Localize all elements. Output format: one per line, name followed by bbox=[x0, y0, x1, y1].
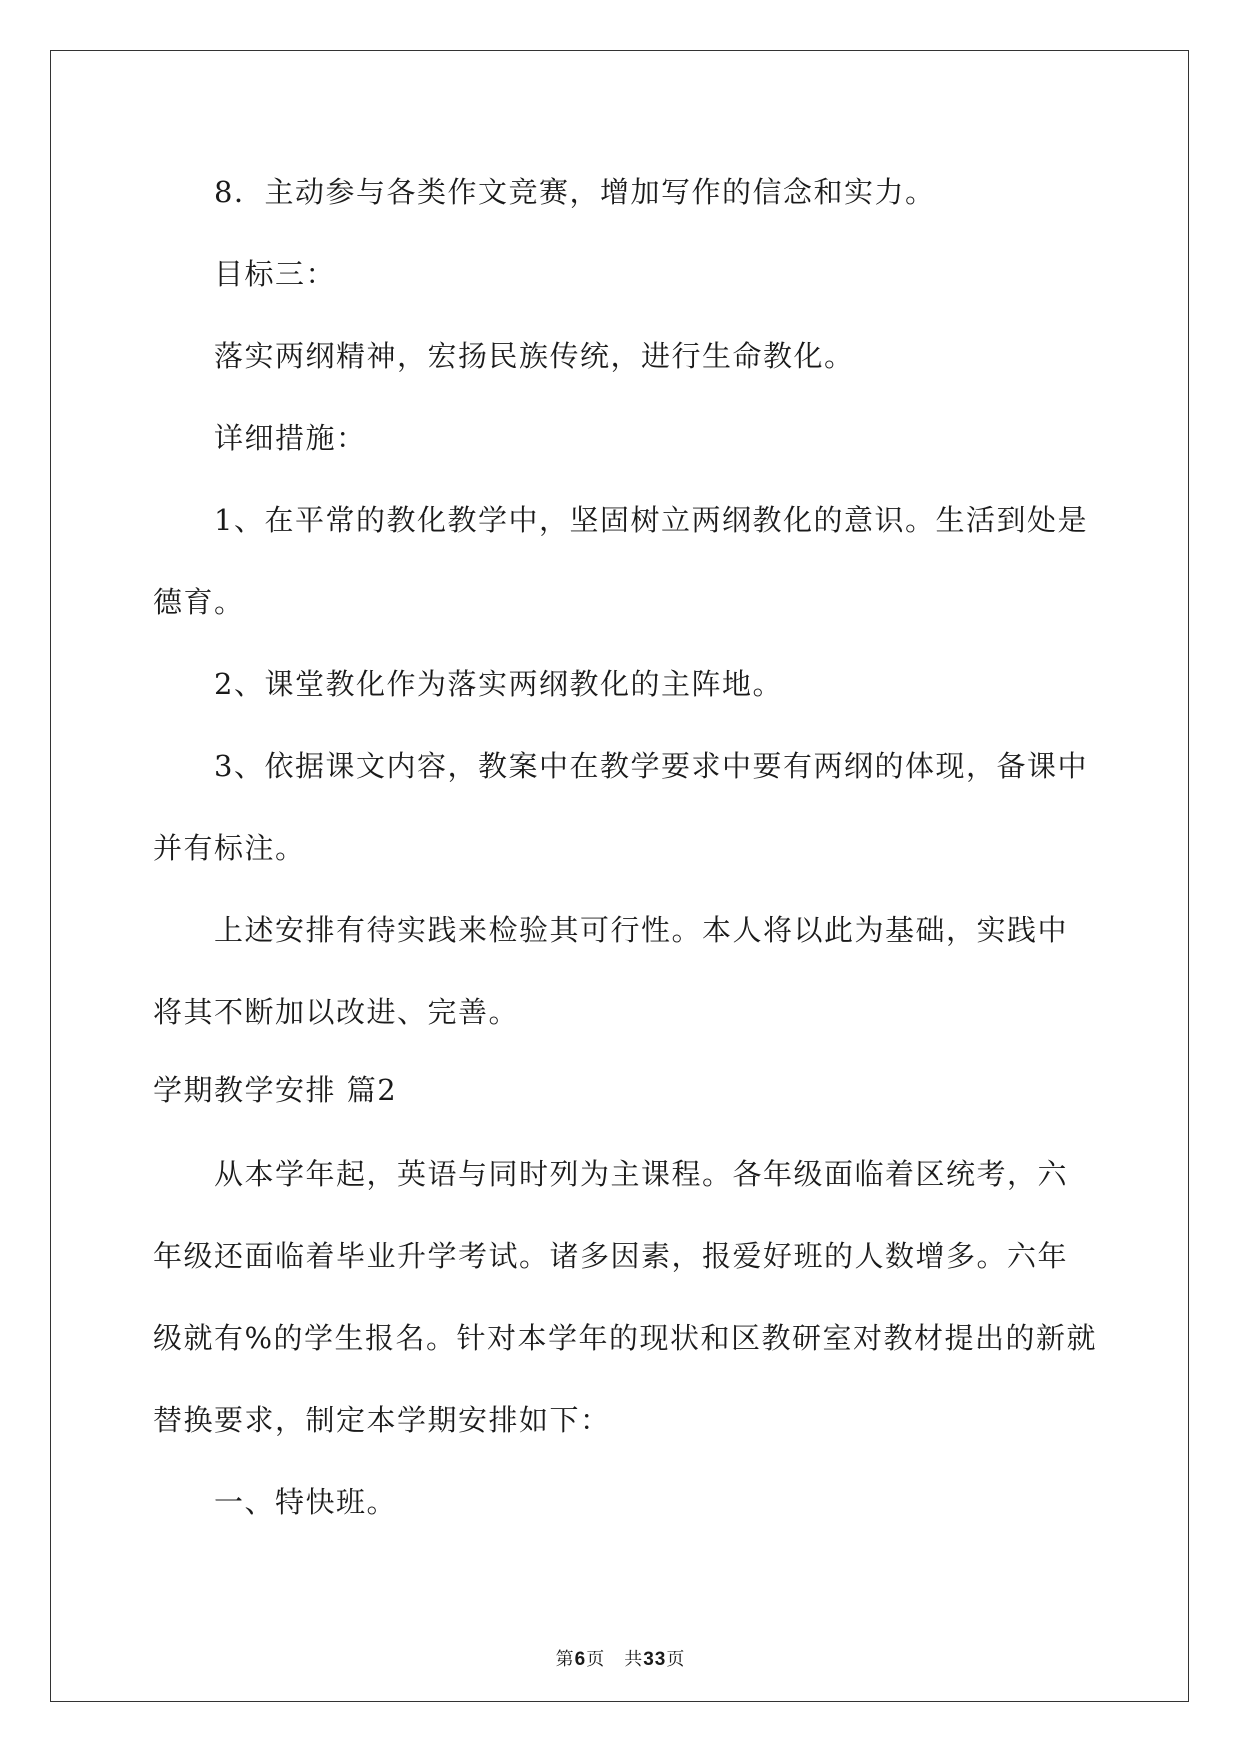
paragraph-line: 上述安排有待实践来检验其可行性。本人将以此为基础，实践中 bbox=[214, 913, 1069, 947]
footer-middle: 页 共 bbox=[586, 1649, 644, 1670]
footer-prefix: 第 bbox=[555, 1649, 575, 1670]
paragraph-line: 替换要求，制定本学期安排如下： bbox=[153, 1403, 611, 1437]
paragraph-line: 落实两纲精神，宏扬民族传统，进行生命教化。 bbox=[214, 339, 855, 373]
page-footer bbox=[0, 1648, 1241, 1672]
paragraph-line: 并有标注。 bbox=[153, 831, 306, 865]
paragraph-line: 2、课堂教化作为落实两纲教化的主阵地。 bbox=[214, 667, 783, 701]
article-title: 学期教学安排 篇2 bbox=[153, 1073, 398, 1107]
page-border bbox=[50, 50, 1189, 1702]
total-page-count: 33 bbox=[643, 1649, 667, 1670]
paragraph-line: 德育。 bbox=[153, 585, 245, 619]
paragraph-line: 年级还面临着毕业升学考试。诸多因素，报爱好班的人数增多。六年 bbox=[153, 1239, 1069, 1273]
footer-suffix: 页 bbox=[666, 1649, 686, 1670]
section-heading: 一、特快班。 bbox=[214, 1485, 398, 1519]
paragraph-line: 将其不断加以改进、完善。 bbox=[153, 995, 520, 1029]
current-page-number: 6 bbox=[574, 1649, 587, 1670]
section-heading: 目标三： bbox=[214, 257, 337, 291]
paragraph-line: 级就有%的学生报名。针对本学年的现状和区教研室对教材提出的新就 bbox=[153, 1321, 1098, 1355]
paragraph-line: 1、在平常的教化教学中，坚固树立两纲教化的意识。生活到处是 bbox=[214, 503, 1088, 537]
section-heading: 详细措施： bbox=[214, 421, 367, 455]
paragraph-line: 3、依据课文内容，教案中在教学要求中要有两纲的体现，备课中 bbox=[214, 749, 1088, 783]
paragraph-line: 8．主动参与各类作文竞赛，增加写作的信念和实力。 bbox=[214, 175, 936, 209]
paragraph-line: 从本学年起，英语与同时列为主课程。各年级面临着区统考，六 bbox=[214, 1157, 1069, 1191]
